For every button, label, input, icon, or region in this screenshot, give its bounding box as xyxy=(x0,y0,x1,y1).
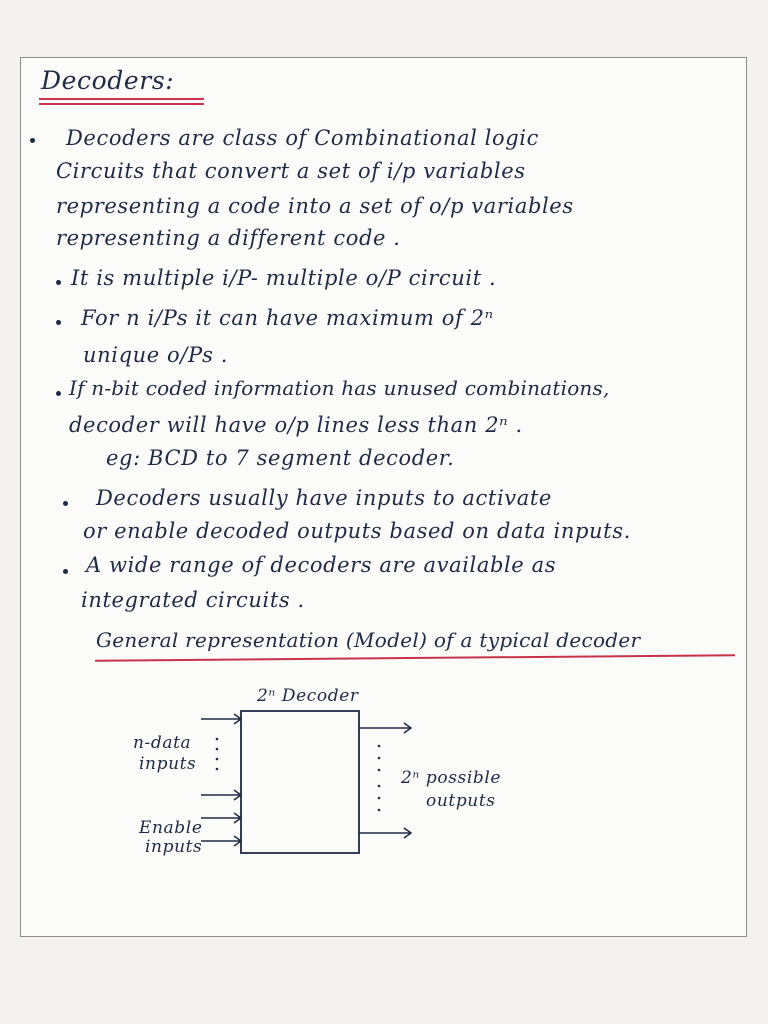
bullet-6-line-1: A wide range of decoders are available as xyxy=(86,553,557,577)
outputs-label: outputs xyxy=(426,791,496,811)
output-dots xyxy=(378,745,381,812)
notebook-page xyxy=(20,57,747,937)
input-arrows xyxy=(201,714,241,846)
bullet-4-line-2: decoder will have o/p lines less than 2ⁿ . xyxy=(69,413,523,437)
bullet-5-line-1: Decoders usually have inputs to activate xyxy=(96,486,552,510)
bullet-4-line-3: eg: BCD to 7 segment decoder. xyxy=(106,446,455,470)
bullet-1-line-2: Circuits that convert a set of i/p variables xyxy=(56,159,526,183)
page-title: Decoders: xyxy=(41,66,175,95)
n-data-inputs-label: inputs xyxy=(139,754,197,774)
input-dots xyxy=(216,738,219,771)
bullet-3-line-1: For n i/Ps it can have maximum of 2ⁿ xyxy=(81,306,494,330)
bullet-5-line-2: or enable decoded outputs based on data inputs. xyxy=(83,519,631,543)
decoder-box-label: 2ⁿ Decoder xyxy=(257,686,359,706)
section-heading: General representation (Model) of a typical decoder xyxy=(96,628,641,652)
decoder-box xyxy=(241,711,359,853)
n-data-label: n-data xyxy=(133,733,192,753)
possible-outputs-label: 2ⁿ possible xyxy=(401,768,502,788)
bullet-3-line-2: unique o/Ps . xyxy=(83,343,229,367)
bullet-2-line-1: It is multiple i/P- multiple o/P circuit . xyxy=(71,266,497,290)
enable-inputs-label: inputs xyxy=(145,837,203,857)
decoder-block-diagram xyxy=(21,58,748,938)
enable-label: Enable xyxy=(139,818,203,838)
bullet-1-line-1: Decoders are class of Combinational logic xyxy=(66,126,539,150)
bullet-6-line-2: integrated circuits . xyxy=(81,588,305,612)
bullet-4-line-1: If n-bit coded information has unused combinations, xyxy=(69,376,610,400)
bullet-1-line-3: representing a code into a set of o/p variables xyxy=(56,194,574,218)
bullet-1-line-4: representing a different code . xyxy=(56,226,401,250)
